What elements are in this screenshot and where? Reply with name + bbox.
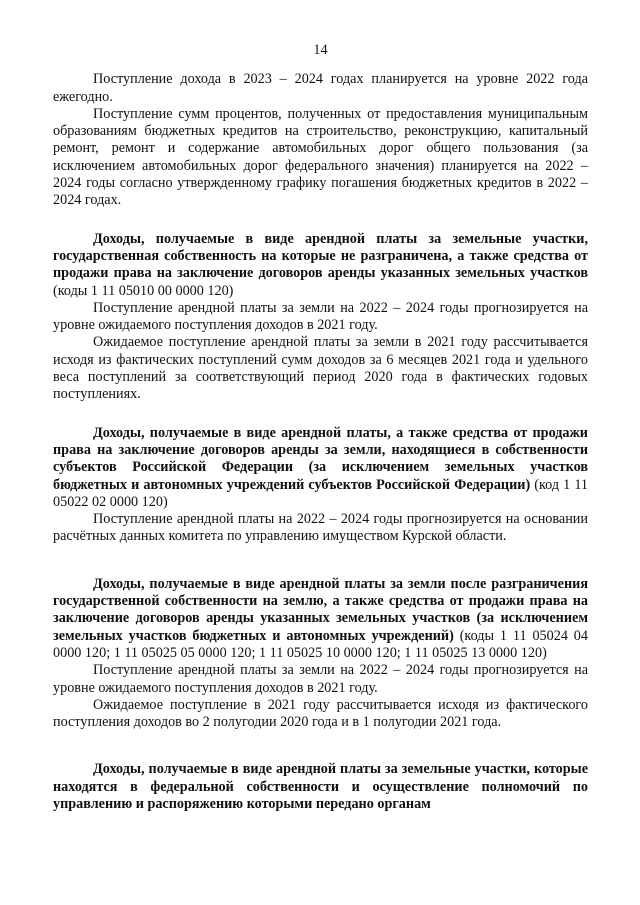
section-heading-codes: (коды 1 11 05010 00 0000 120) [53, 282, 234, 299]
section-heading-codes: (код 1 11 05022 02 0000 120) [53, 476, 588, 510]
section-heading-bold: Доходы, получаемые в виде арендной платы за земельные участки, которые находятся в федеральной собственности и осуществление полномочий по управлению и распоряжению которыми передано органам [53, 761, 588, 812]
section-land-rent-federal-subjects [53, 425, 588, 546]
section-heading-codes: (коды 1 11 05024 04 0000 120; 1 11 05025 05 0000 120; 1 11 05025 10 0000 120; 1 11 05025 13 0000 120) [53, 627, 588, 661]
section-paragraph: Ожидаемое поступление в 2021 году рассчитывается исходя из фактического поступления доходов во 2 полугодии 2020 года и в 1 полугодии 2021 года. [53, 696, 588, 731]
section-paragraph: Поступление арендной платы на 2022 – 2024 годы прогнозируется на основании расчётных данных комитета по управлению имуществом Курской области. [53, 511, 588, 545]
section-land-rent-unrestricted [53, 231, 588, 404]
section-paragraph: Поступление арендной платы за земли на 2022 – 2024 годы прогнозируется на уровне ожидаемого поступления доходов в 2021 году. [53, 299, 588, 334]
document-page [53, 42, 588, 813]
paragraph-forecast-2023-2024: Поступление дохода в 2023 – 2024 годах планируется на уровне 2022 года ежегодно. [53, 71, 588, 105]
section-heading [53, 231, 588, 300]
section-land-rent-after-delimitation [53, 576, 588, 732]
section-heading-bold: Доходы, получаемые в виде арендной платы, а также средства от продажи права на заключение договоров аренды за земли, находящиеся в собственности субъектов Российской Федерации (за исключением земельных участков бюджетных и автономных учреждений субъектов Российской Федерации) [53, 424, 588, 493]
section-land-rent-federal-property [53, 761, 588, 813]
section-paragraph: Поступление арендной платы за земли на 2022 – 2024 годы прогнозируется на уровне ожидаемого поступления доходов в 2021 году. [53, 662, 588, 696]
paragraph-loan-interest: Поступление сумм процентов, полученных от предоставления муниципальным образованиям бюджетных кредитов на строительство, реконструкцию, капитальный ремонт, ремонт и содержание автомобильных дорог общего пользования (за исключением автомобильных дорог федерального значения) планируется на 2022 – 2024 годы согласно утвержденному графику погашения бюджетных кредитов в 2022 – 2024 годах. [53, 105, 588, 209]
section-heading-bold: Доходы, получаемые в виде арендной платы за земельные участки, государственная собственность на которые не разграничена, а также средства от продажи права на заключение договоров аренды указанных земельных участков [53, 230, 588, 282]
section-heading [53, 425, 588, 511]
section-heading [53, 576, 588, 662]
section-heading [53, 761, 588, 813]
section-heading-bold: Доходы, получаемые в виде арендной платы за земли после разграничения государственной собственности на землю, а также средства от продажи права на заключение договоров аренды указанных земельных участков (за исключением земельных участков бюджетных и автономных учреждений) [53, 575, 588, 644]
page-number: 14 [313, 42, 328, 58]
section-paragraph: Ожидаемое поступление арендной платы за земли в 2021 году рассчитывается исходя из фактических поступлений сумм доходов за 6 месяцев 2021 года и удельного веса поступлений за соответствующий период 2020 года в фактических годовых поступлениях. [53, 334, 588, 403]
